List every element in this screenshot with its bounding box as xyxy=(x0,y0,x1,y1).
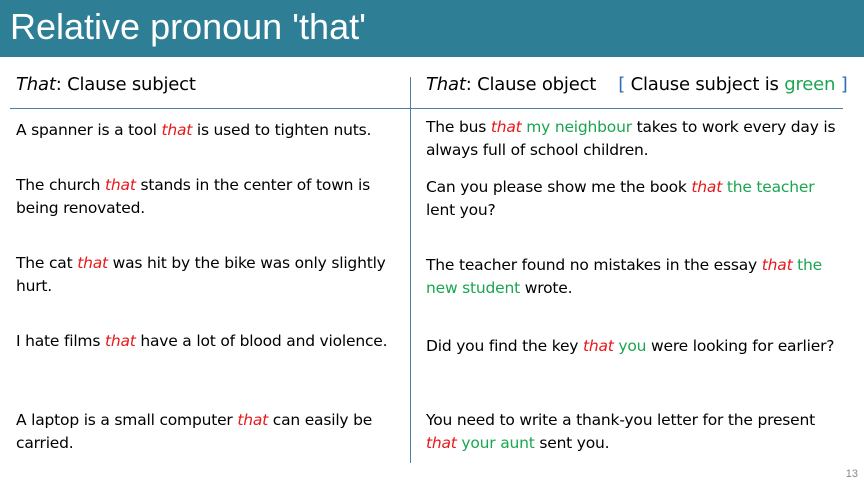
sentence-text: was hit by the bike was only slightly hurt. xyxy=(16,254,386,295)
that-word: that xyxy=(104,332,136,350)
left-sentence xyxy=(16,409,396,455)
left-header-label: : Clause subject xyxy=(55,74,196,95)
that-word: that xyxy=(490,118,522,136)
right-sentence xyxy=(426,254,836,300)
sentence-text: were looking for earlier? xyxy=(646,337,835,355)
clause-subject: you xyxy=(613,337,647,355)
sentence-text: A laptop is a small computer xyxy=(16,411,238,429)
left-header-that: That xyxy=(16,74,56,95)
sentence-text: The cat xyxy=(16,254,78,272)
that-word: that xyxy=(583,337,614,355)
sentence-text: stands in the center of town is being renovated. xyxy=(16,176,371,217)
clause-subject: the teacher xyxy=(722,178,815,196)
bracket-close: ] xyxy=(840,74,848,95)
sentence-text: A spanner is a tool xyxy=(16,121,162,139)
right-sentence xyxy=(426,335,836,358)
column-divider xyxy=(410,77,411,463)
header-divider xyxy=(10,108,843,109)
right-header-label: : Clause object xyxy=(465,74,597,95)
sentence-text: The teacher found no mistakes in the essay xyxy=(426,256,762,274)
clause-subject: my neighbour xyxy=(521,118,632,136)
that-word: that xyxy=(161,121,193,139)
sentence-text: I hate films xyxy=(16,332,105,350)
sentence-text: Can you please show me the book xyxy=(426,178,692,196)
bracket-open: [ xyxy=(618,74,626,95)
that-word: that xyxy=(77,254,108,272)
left-sentence xyxy=(16,330,396,353)
that-word: that xyxy=(761,256,793,274)
sentence-text: can easily be carried. xyxy=(16,411,373,452)
sentence-text: wrote. xyxy=(520,279,573,297)
legend-green: green xyxy=(784,74,836,95)
left-sentence xyxy=(16,119,396,142)
sentence-text: have a lot of blood and violence. xyxy=(135,332,388,350)
slide-title: Relative pronoun 'that' xyxy=(10,6,366,47)
right-sentence xyxy=(426,176,836,222)
right-sentence xyxy=(426,409,836,455)
sentence-text: is used to tighten nuts. xyxy=(192,121,372,139)
page-number: 13 xyxy=(845,468,858,480)
left-sentence xyxy=(16,174,396,220)
that-word: that xyxy=(691,178,723,196)
sentence-text: You need to write a thank-you letter for the present xyxy=(426,411,815,429)
clause-subject: your aunt xyxy=(456,434,535,452)
sentence-text: takes to work every day is always full of school children. xyxy=(426,118,836,159)
right-header-that: That xyxy=(426,74,466,95)
that-word: that xyxy=(237,411,269,429)
sentence-text: sent you. xyxy=(534,434,610,452)
title-bar xyxy=(0,0,864,57)
sentence-text: Did you find the key xyxy=(426,337,583,355)
right-sentence xyxy=(426,116,836,162)
clause-subject: the new student xyxy=(426,256,823,297)
that-word: that xyxy=(105,176,136,194)
sentence-text: The bus xyxy=(426,118,491,136)
sentence-text: The church xyxy=(16,176,106,194)
right-column-header xyxy=(426,74,848,95)
sentence-text: lent you? xyxy=(426,201,496,219)
legend-note: Clause subject is xyxy=(630,74,779,95)
that-word: that xyxy=(426,434,457,452)
left-sentence xyxy=(16,252,396,298)
left-column-header xyxy=(16,74,196,95)
